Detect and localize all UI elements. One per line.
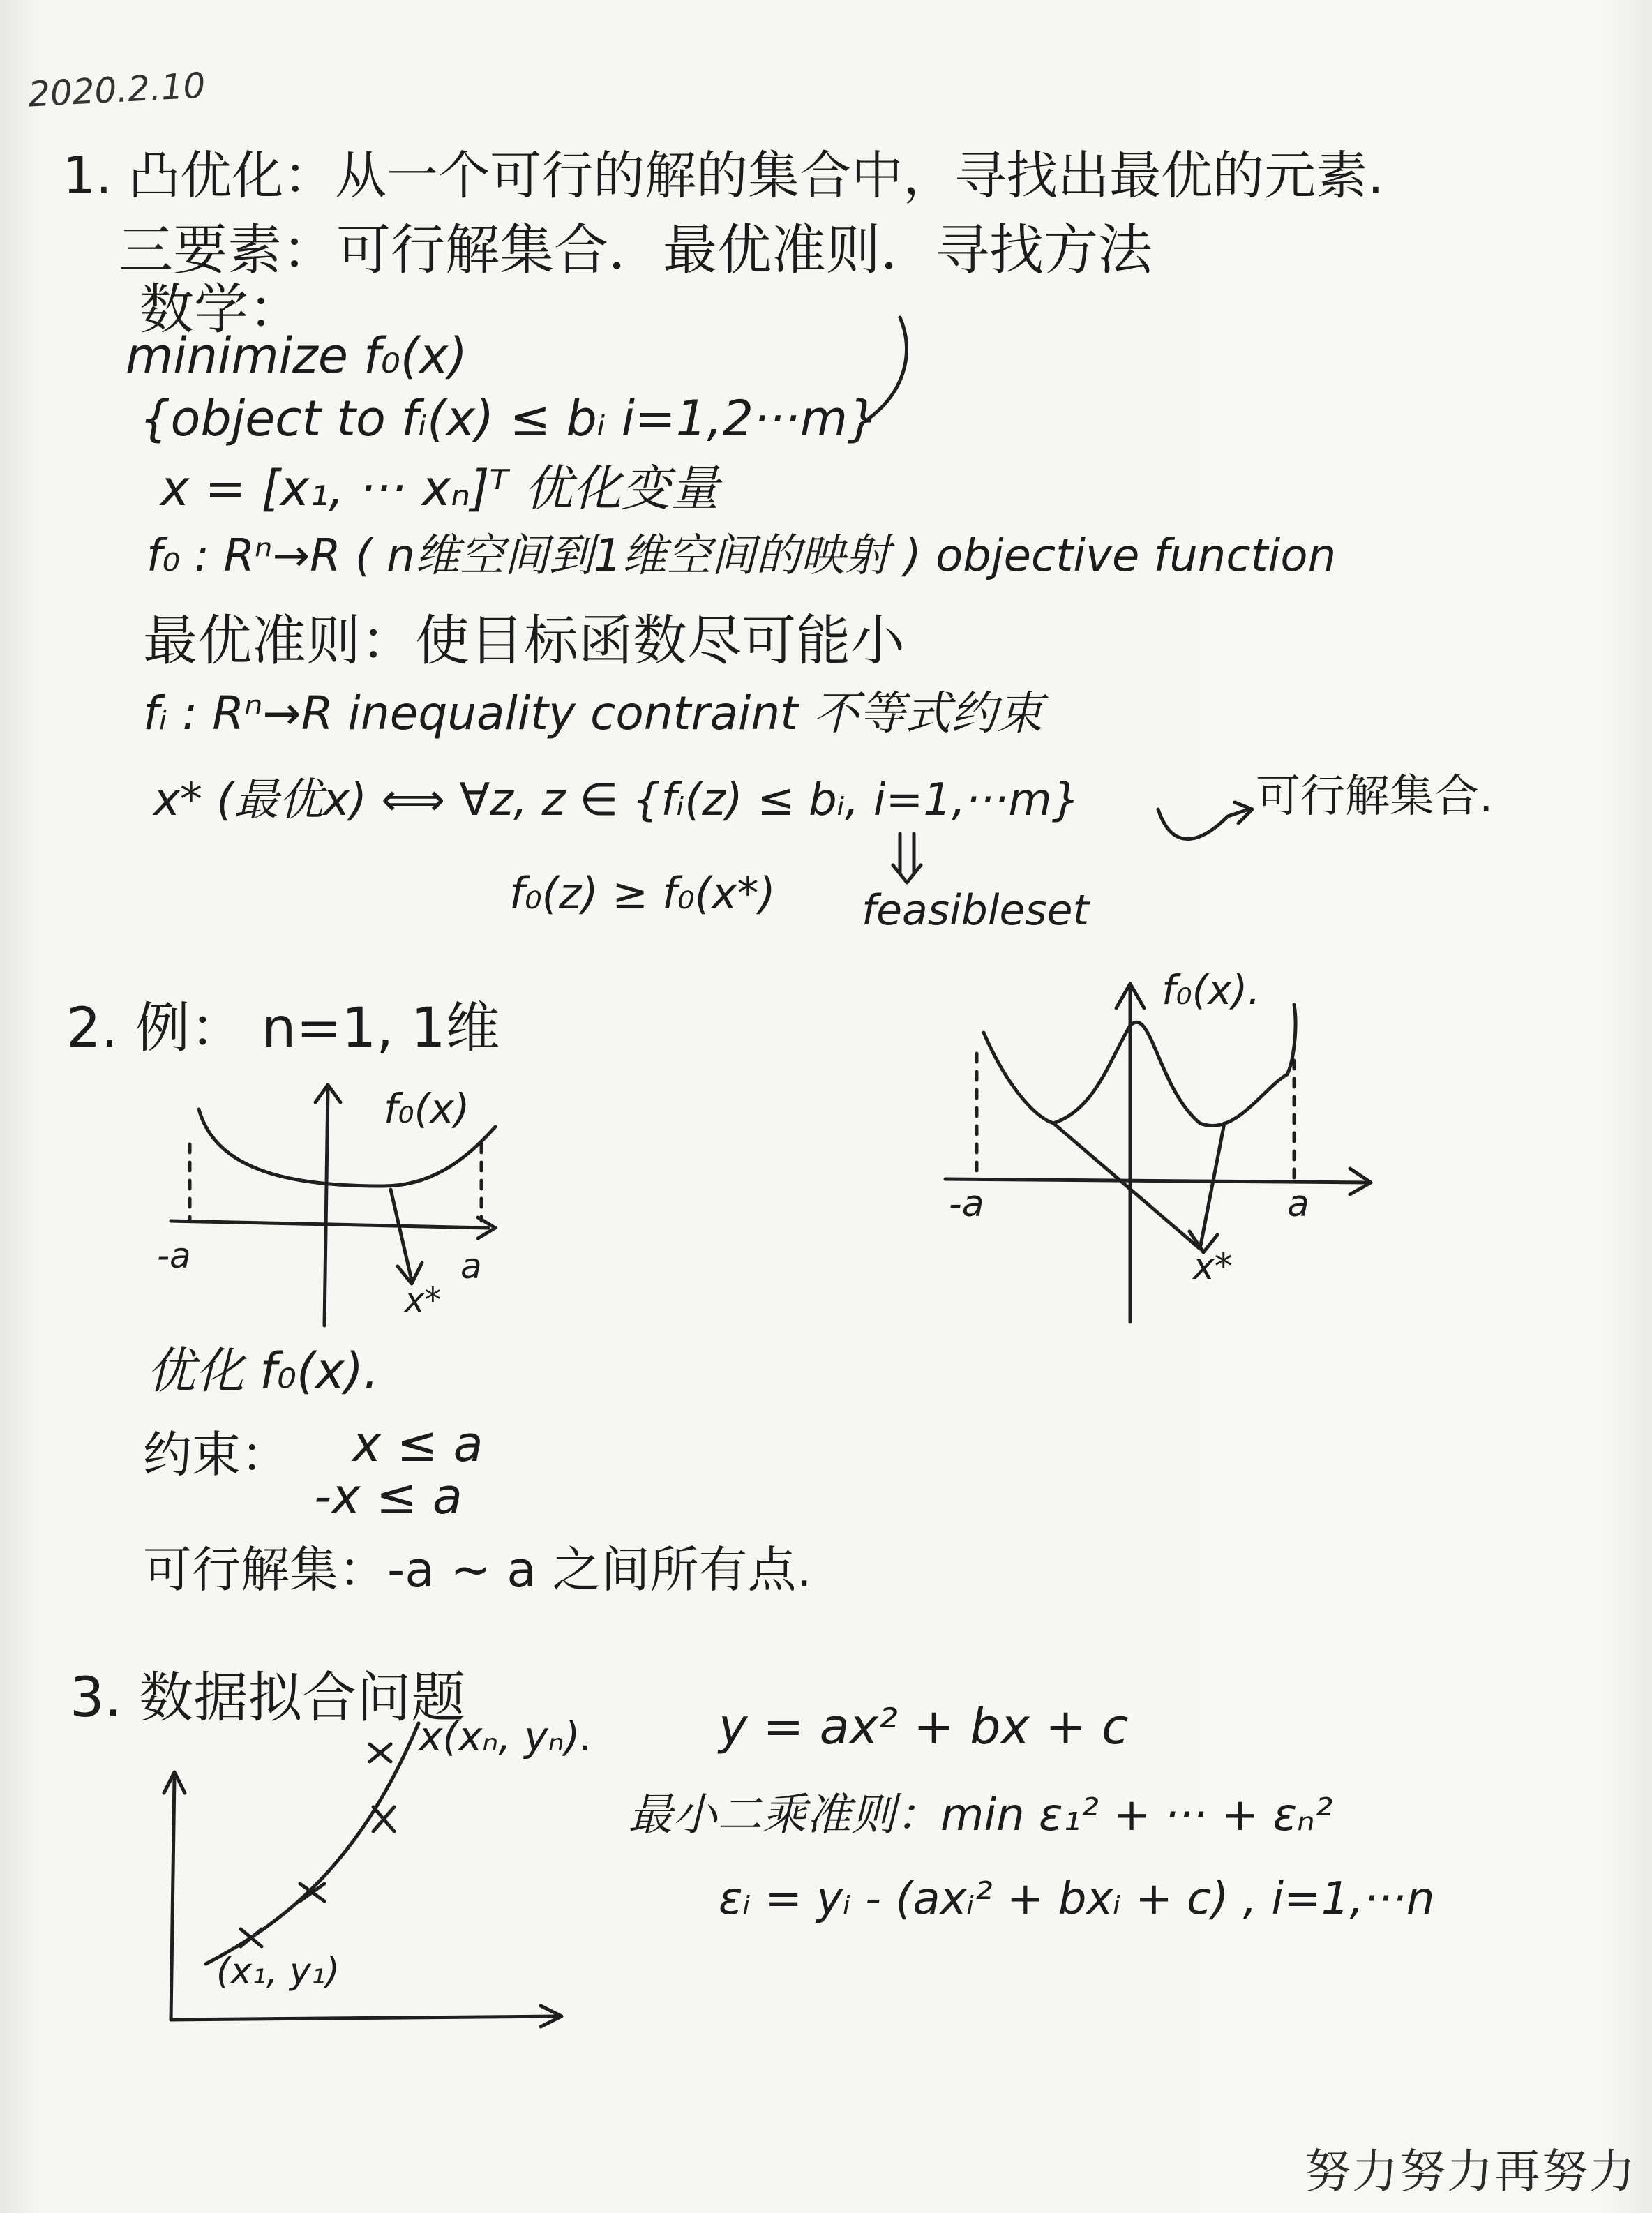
- s3-least-squares: 最小二乘准则：min ε₁² + ··· + εₙ²: [628, 1790, 1333, 1841]
- s2-c1: x ≤ a: [352, 1416, 483, 1473]
- s1-line5: {object to fᵢ(x) ≤ bᵢ i=1,2···m}: [140, 390, 879, 447]
- s2-left-xstar: x*: [405, 1281, 442, 1320]
- s2-left-a: a: [460, 1246, 482, 1286]
- right-axis-x: [945, 1179, 1367, 1183]
- s3-equation: y = ax² + bx + c: [719, 1698, 1129, 1755]
- s2-right-xstar: x*: [1193, 1246, 1233, 1288]
- s1-line10b: 可行解集合.: [1256, 771, 1494, 823]
- right-line: [1053, 1123, 1224, 1249]
- s3-axis-x: [171, 2016, 558, 2020]
- s3-x1: [241, 1929, 262, 1946]
- s1-line9: fᵢ : Rⁿ→R inequality contraint 不等式约束: [143, 687, 1044, 740]
- date: 2020.2.10: [27, 65, 206, 115]
- s3-epsilon: εᵢ = yᵢ - (axᵢ² + bxᵢ + c) , i=1,···n: [719, 1873, 1435, 1925]
- s1-line7: f₀ : Rⁿ→R ( n维空间到1维空间的映射 ) objective function: [147, 530, 1337, 582]
- s1-line10: x* (最优x) ⟺ ∀z, z ∈ {fᵢ(z) ≤ bᵢ, i=1,···m}: [153, 774, 1081, 826]
- s3-point-n: x(xₙ, yₙ).: [419, 1713, 593, 1760]
- s3-x3: [373, 1807, 394, 1831]
- feasible-arrow: [1158, 809, 1249, 839]
- right-curve: [984, 1005, 1296, 1126]
- brace-stroke: [869, 317, 907, 419]
- s3-point-1: (x₁, y₁): [216, 1951, 340, 1993]
- left-curve: [199, 1109, 495, 1186]
- s2-feasible: 可行解集：-a ~ a 之间所有点.: [143, 1541, 812, 1598]
- s1-line3: 数学：: [140, 278, 303, 341]
- s2-right-fn-label: f₀(x).: [1162, 966, 1261, 1014]
- left-axis-y: [324, 1088, 328, 1326]
- s3-title: 3. 数据拟合问题: [70, 1667, 466, 1730]
- watermark: 努力努力再努力: [1305, 2145, 1637, 2198]
- s2-right-a-neg: -a: [949, 1183, 984, 1225]
- s1-line11: f₀(z) ≥ f₀(x*): [509, 868, 776, 919]
- s2-optimize: 优化 f₀(x).: [147, 1342, 380, 1400]
- s2-constraint-label: 约束：: [143, 1426, 290, 1483]
- left-axis-x: [171, 1221, 488, 1228]
- s1-line6: x = [x₁, ··· xₙ]ᵀ 优化变量: [160, 460, 719, 517]
- s2-title: 2. 例： n=1, 1维: [66, 997, 500, 1060]
- s3-x4: [370, 1744, 391, 1762]
- s2-left-fn-label: f₀(x): [384, 1085, 470, 1132]
- s2-c2: -x ≤ a: [314, 1468, 463, 1525]
- s3-axis-y: [171, 1776, 174, 2020]
- down-arrow: [893, 834, 921, 883]
- s1-line1: 1. 凸优化：从一个可行的解的集合中，寻找出最优的元素.: [63, 146, 1384, 206]
- left-arrow-xstar: [391, 1190, 412, 1280]
- s2-right-a: a: [1287, 1183, 1309, 1225]
- s1-line11b: feasibleset: [862, 886, 1090, 935]
- s1-line4: minimize f₀(x): [126, 327, 467, 384]
- s1-line8: 最优准则：使目标函数尽可能小: [143, 610, 906, 673]
- s1-line2: 三要素：可行解集合．最优准则．寻找方法: [119, 219, 1153, 282]
- s2-left-a-neg: -a: [157, 1236, 191, 1276]
